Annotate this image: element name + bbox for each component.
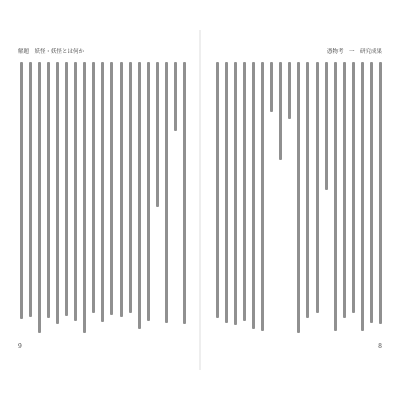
text-column-placeholder — [74, 62, 77, 321]
text-column-placeholder — [101, 62, 104, 322]
right-page — [200, 0, 400, 400]
text-column-placeholder — [325, 62, 328, 190]
page-number-left: 9 — [18, 343, 22, 350]
text-column-placeholder — [252, 62, 255, 329]
running-header-left: 解題 妖怪・妖怪とは何か — [18, 49, 85, 55]
text-column-placeholder — [138, 62, 141, 329]
text-column-placeholder — [334, 62, 337, 331]
text-column-placeholder — [92, 62, 95, 313]
text-column-placeholder — [370, 62, 373, 323]
text-column-placeholder — [352, 62, 355, 313]
text-column-placeholder — [361, 62, 364, 331]
text-column-placeholder — [306, 62, 309, 318]
text-column-placeholder — [343, 62, 346, 318]
text-column-placeholder — [110, 62, 113, 315]
running-header-right: 憑物考 一 研究成果 — [326, 49, 382, 55]
text-column-placeholder — [156, 62, 159, 207]
text-column-placeholder — [279, 62, 282, 160]
text-column-placeholder — [65, 62, 68, 316]
body-text-columns-right — [216, 62, 382, 334]
text-column-placeholder — [165, 62, 168, 323]
text-column-placeholder — [225, 62, 228, 323]
text-column-placeholder — [234, 62, 237, 325]
text-column-placeholder — [129, 62, 132, 313]
text-column-placeholder — [38, 62, 41, 333]
text-column-placeholder — [47, 62, 50, 318]
text-column-placeholder — [316, 62, 319, 313]
text-column-placeholder — [297, 62, 300, 333]
text-column-placeholder — [379, 62, 382, 324]
body-text-columns-left — [20, 62, 186, 334]
text-column-placeholder — [288, 62, 291, 119]
text-column-placeholder — [183, 62, 186, 324]
text-column-placeholder — [56, 62, 59, 324]
text-column-placeholder — [216, 62, 219, 318]
text-column-placeholder — [147, 62, 150, 321]
text-column-placeholder — [120, 62, 123, 317]
text-column-placeholder — [261, 62, 264, 331]
text-column-placeholder — [243, 62, 246, 321]
text-column-placeholder — [29, 62, 32, 317]
text-column-placeholder — [83, 62, 86, 333]
text-column-placeholder — [174, 62, 177, 131]
text-column-placeholder — [270, 62, 273, 112]
page-number-right: 8 — [378, 343, 382, 350]
text-column-placeholder — [20, 62, 23, 319]
